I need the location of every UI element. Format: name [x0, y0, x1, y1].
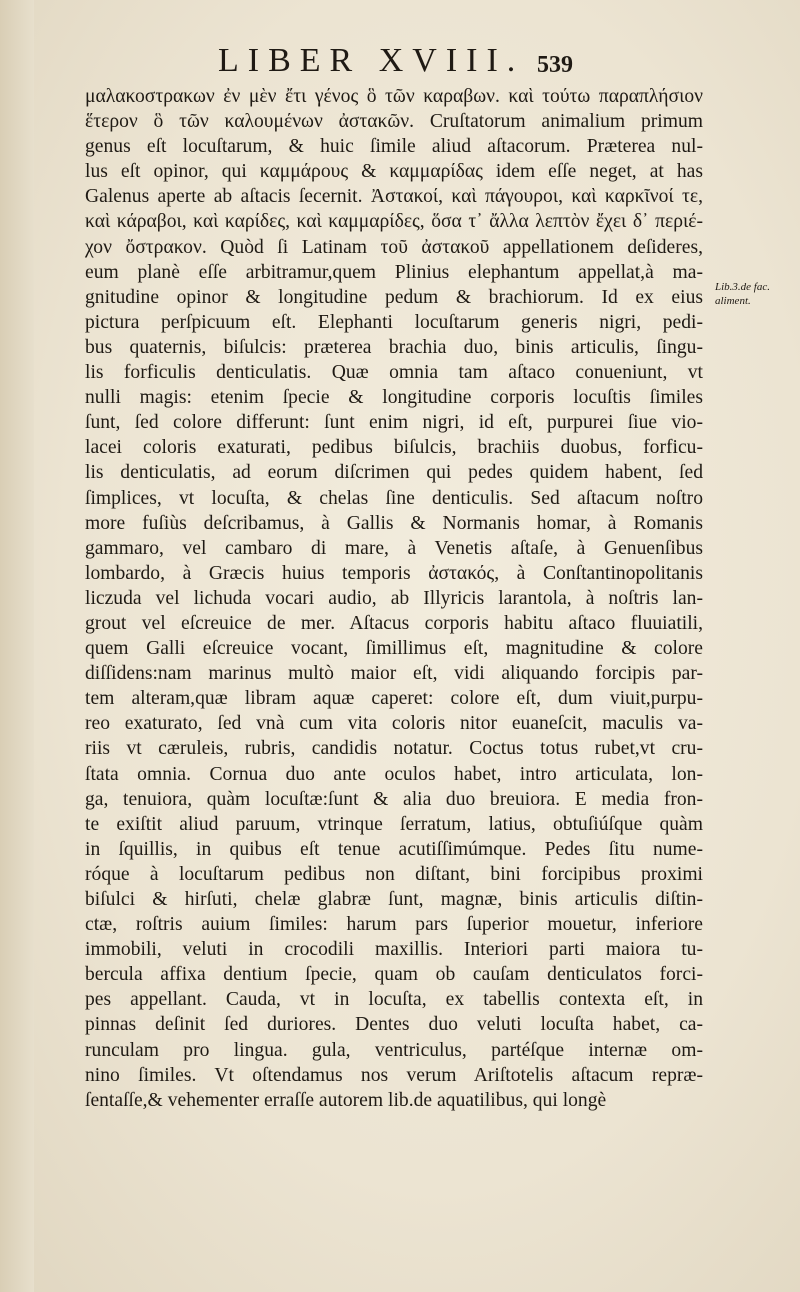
text-line: quem Galli eſcreuice vocant, ſimillimus eſt, magnitudine & colore [85, 638, 703, 660]
text-line: diſſidens:nam marinus multò maior eſt, vidi aliquando forcipis par- [85, 663, 703, 685]
text-line: more fuſiùs deſcribamus, à Gallis & Normanis homar, à Romanis [85, 512, 703, 534]
text-line: ſunt, ſed colore differunt: ſunt enim nigri, id eſt, purpurei ſiue vio- [85, 412, 703, 434]
text-line: nulli magis: etenim ſpecie & longitudine corporis locuſtis ſimiles [85, 387, 703, 409]
text-line: bus quaternis, biſulcis: præterea brachia duo, binis articulis, ſingu- [85, 336, 703, 358]
text-line: grout vel eſcreuice de mer. Aſtacus corporis habitu aſtaco fluuiatili, [85, 612, 703, 634]
text-line: pes appellant. Cauda, vt in locuſta, ex tabellis contexta eſt, in [85, 989, 703, 1011]
text-line: lus eſt opinor, qui καμμάρους & καμμαρίδας idem eſſe neget, at has [85, 161, 703, 183]
text-line: biſulci & hirſuti, chelæ glabræ ſunt, magnæ, binis articulis diſtin- [85, 889, 703, 910]
text-line: te exiſtit aliud paruum, vtrinque ſerratum, latius, obtuſiúſque quàm [85, 813, 703, 835]
text-line: eum planè eſſe arbitramur,quem Plinius elephantum appellat,à ma- [85, 261, 703, 283]
text-line: μαλακοστρακων ἐν μὲν ἔτι γένος ὃ τῶν καραβων. καὶ τούτω παραπλήσιον [85, 86, 703, 107]
text-line: Galenus aperte ab aſtacis ſecernit. Ἀστακοί, καὶ πάγουροι, καὶ καρκῖνοί τε, [85, 186, 703, 208]
text-line: χον ὄστρακον. Quòd ſi Latinam τοῦ ἀστακοῦ appellationem deſideres, [85, 236, 703, 258]
text-line: nino ſimiles. Vt oſtendamus nos verum Ariſtotelis aſtacum repræ- [85, 1064, 703, 1086]
margin-note-line: Lib.3.de fac. [715, 281, 770, 293]
text-line: ſentaſſe,& vehementer erraſſe autorem lib.de aquatilibus, qui longè [85, 1089, 607, 1111]
text-line: gnitudine opinor & longitudine pedum & brachiorum. Id ex eius [85, 286, 703, 308]
margin-note [715, 280, 799, 308]
page-header [218, 42, 638, 82]
page-number: 539 [537, 52, 573, 78]
text-line: lis forficulis denticulatis. Quæ omnia tam aſtaco conueniunt, vt [85, 362, 703, 384]
text-line: tem alteram,quæ libram aquæ caperet: colore eſt, dum viuit,purpu- [85, 688, 703, 710]
text-line: pictura perſpicuum eſt. Elephanti locuſtarum generis nigri, pedi- [85, 311, 703, 333]
body-text [85, 84, 703, 1113]
text-line: ga, tenuiora, quàm locuſtæ:ſunt & alia duo breuiora. E media fron- [85, 788, 703, 810]
running-head: LIBER XVIII. [218, 42, 525, 79]
text-line: reo exaturato, ſed vnà cum vita coloris nitor euaneſcit, maculis va- [85, 713, 703, 735]
text-line: lacei coloris exaturati, pedibus biſulcis, brachiis duobus, forficu- [85, 437, 703, 459]
text-line: liczuda vel lichuda vocari audio, ab Illyricis larantola, à noſtris lan- [85, 587, 703, 609]
page-gutter [0, 0, 34, 1292]
text-line: pinnas deſinit ſed duriores. Dentes duo veluti locuſta habet, ca- [85, 1014, 703, 1036]
text-line: immobili, veluti in crocodili maxillis. Interiori parti maiora tu- [85, 939, 703, 961]
text-line: ctæ, roſtris auium ſimiles: harum pars ſuperior mouetur, inferiore [85, 914, 703, 936]
text-line: riis vt cæruleis, rubris, candidis notatur. Coctus totus rubet,vt cru- [85, 738, 703, 760]
text-line: in ſquillis, in quibus eſt tenue acutiſſimúmque. Pedes ſitu nume- [85, 838, 703, 860]
text-line: ἕτερον ὃ τῶν καλουμένων ἀστακῶν. Cruſtatorum animalium primum [85, 111, 703, 133]
text-line: runculam pro lingua. gula, ventriculus, partéſque internæ om- [85, 1039, 703, 1061]
text-line: genus eſt locuſtarum, & huic ſimile aliud aſtacorum. Præterea nul- [85, 136, 703, 158]
text-line: ſtata omnia. Cornua duo ante oculos habet, intro articulata, lon- [85, 763, 703, 785]
text-line: καὶ κάραβοι, καὶ καρίδες, καὶ καμμαρίδες, ὅσα τ᾽ ἄλλα λεπτὸν ἔχει δ᾽ περιέ- [85, 211, 703, 233]
text-line: ſimplices, vt locuſta, & chelas ſine denticulis. Sed aſtacum noſtro [85, 487, 703, 509]
text-line: bercula affixa dentium ſpecie, quam ob cauſam denticulatos forci- [85, 964, 703, 986]
text-line: lis denticulatis, ad eorum diſcrimen qui pedes quidem habent, ſed [85, 462, 703, 484]
text-line: lombardo, à Græcis huius temporis ἀστακός, à Conſtantinopolitanis [85, 562, 703, 584]
text-line: róque à locuſtarum pedibus non diſtant, bini forcipibus proximi [85, 863, 703, 885]
text-line: gammaro, vel cambaro di mare, à Venetis aſtaſe, à Genuenſibus [85, 537, 703, 559]
margin-note-line: aliment. [715, 295, 751, 307]
